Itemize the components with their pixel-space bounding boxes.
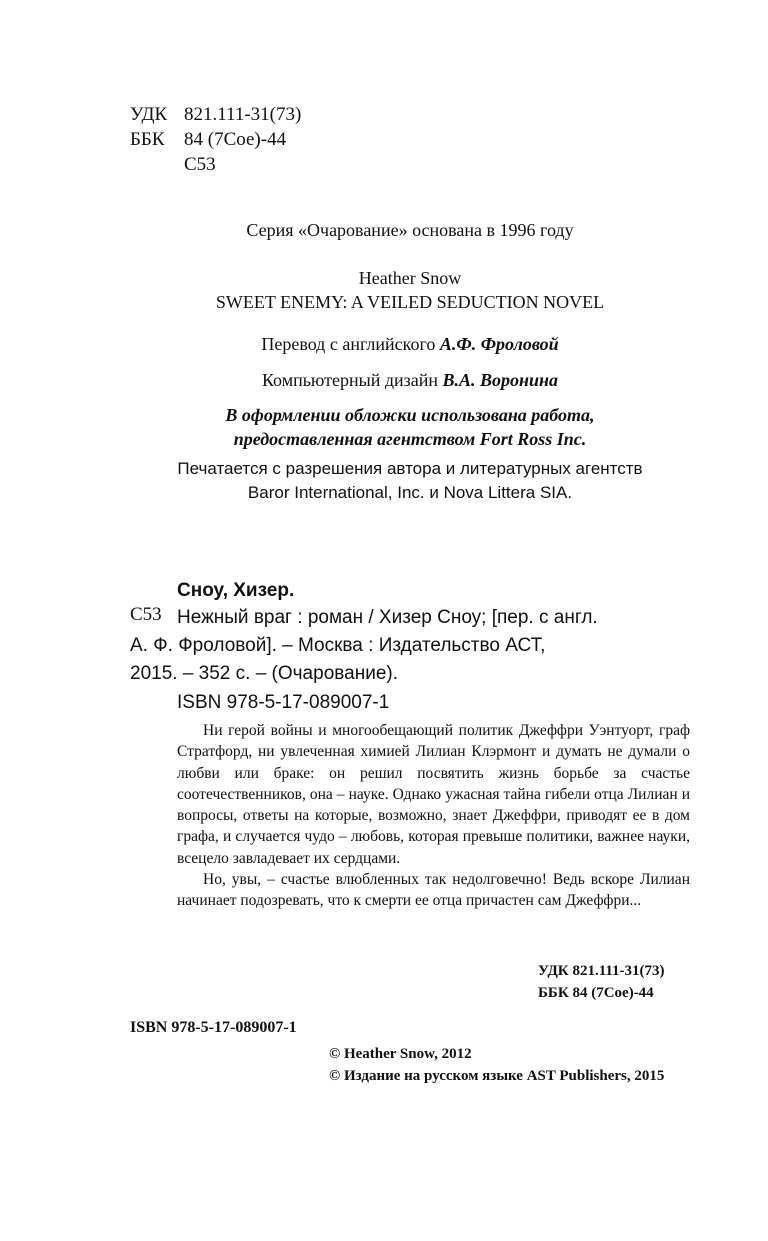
annotation-paragraph-1: Ни герой войны и многообещающий политик Джеффри Уэнтуорт, граф Стратфорд, ни увлеченная химией Лилиан Клэрмонт и думать не думали о любви или браке: он решил посвятить жизнь борьбе за счастье соотечественников, она – науке. Однако ужасная тайна гибели отца Лилиан и вопросы, ответы на которые, возможно, знает Джеффри, приводят ее в дом графа, и случается чудо – любовь, которая превыше политики, важнее науки, всецело завладевает их сердцами.: [177, 722, 690, 867]
rights-line-2: Baror International, Inc. и Nova Littera SIA.: [247, 483, 573, 502]
rights-line-1: Печатается с разрешения автора и литературных агентств: [177, 459, 643, 478]
isbn-bottom: ISBN 978-5-17-089007-1: [130, 1019, 297, 1036]
original-edition: [130, 266, 690, 314]
annotation-paragraph-2: Но, увы, – счастье влюбленных так недолговечно! Ведь вскоре Лилиан начинает подозревать, что к смерти ее отца причастен сам Джеффри...: [177, 871, 690, 910]
copyright-block: [329, 1043, 664, 1087]
bbk-label: ББК: [130, 129, 165, 150]
author-sign: С53: [184, 154, 216, 175]
annotation-codes: [538, 960, 665, 1004]
rights-note: [130, 457, 690, 505]
translation-prefix: Перевод с английского: [261, 334, 436, 354]
copyright-line-2: © Издание на русском языке AST Publishers, 2015: [329, 1068, 665, 1084]
biblio-code: С53: [130, 604, 162, 625]
original-title: SWEET ENEMY: A VEILED SEDUCTION NOVEL: [215, 292, 605, 312]
biblio-line-2: А. Ф. Фроловой]. – Москва : Издательство АСТ,: [130, 635, 546, 656]
biblio-isbn: ISBN 978-5-17-089007-1: [177, 692, 390, 713]
annotation-bbk: ББК 84 (7Сое)-44: [538, 985, 654, 1001]
design-prefix: Компьютерный дизайн: [261, 370, 439, 390]
annotation: [177, 720, 690, 912]
biblio-line-1: Нежный враг : роман / Хизер Сноу; [пер. с англ.: [177, 607, 598, 628]
designer-name: В.А. Воронина: [442, 370, 559, 390]
translation-credit: [130, 334, 690, 355]
annotation-udk: УДК 821.111-31(73): [538, 963, 665, 979]
cover-line-2: предоставленная агентством Fort Ross Inc.: [233, 429, 587, 449]
cover-line-1: В оформлении обложки использована работа,: [225, 405, 595, 425]
series-note: Серия «Очарование» основана в 1996 году: [246, 220, 574, 240]
design-credit: [130, 370, 690, 391]
copyright-line-1: © Heather Snow, 2012: [329, 1046, 472, 1062]
cover-credit: [130, 403, 690, 451]
udk-label: УДК: [130, 104, 168, 125]
udk-value: 821.111-31(73): [184, 104, 302, 125]
biblio-line-3: 2015. – 352 с. – (Очарование).: [130, 663, 398, 684]
bbk-value: 84 (7Сое)-44: [184, 129, 287, 150]
original-author: Heather Snow: [358, 268, 462, 288]
biblio-author: Сноу, Хизер.: [177, 580, 295, 601]
classification-codes: [130, 102, 301, 177]
translator-name: А.Ф. Фроловой: [439, 334, 559, 354]
